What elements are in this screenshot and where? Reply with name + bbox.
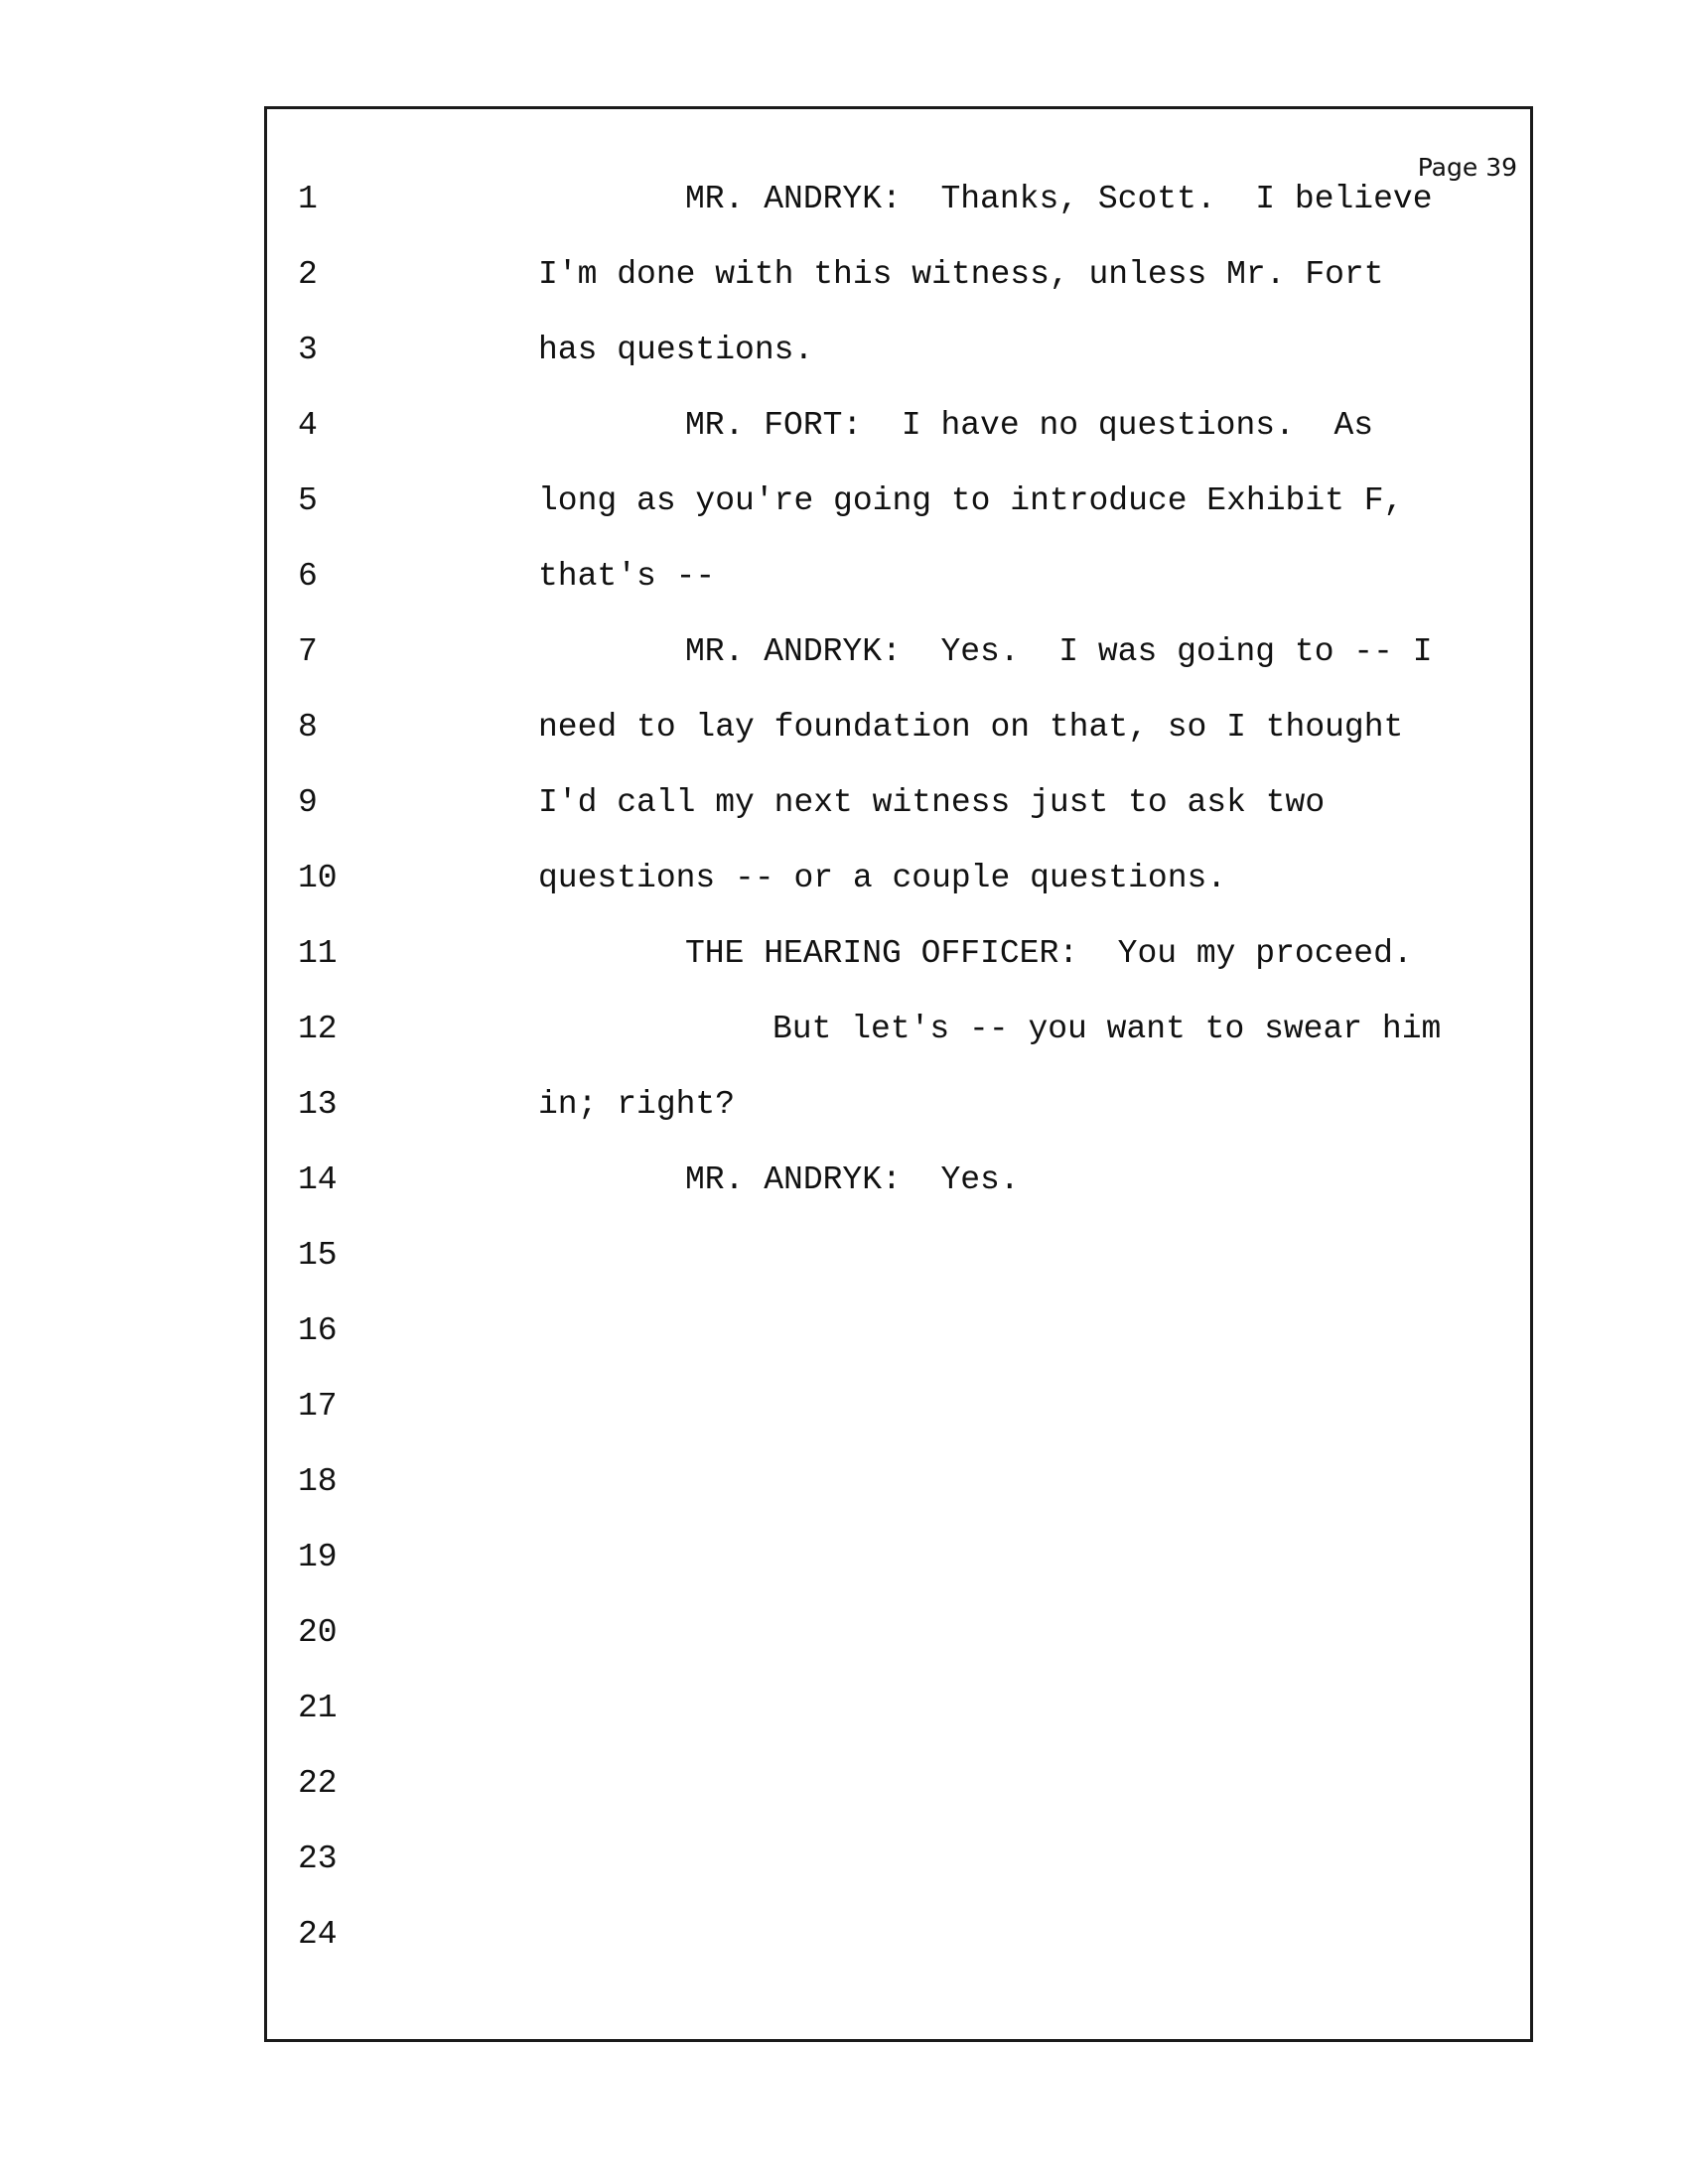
- line-text: I'd call my next witness just to ask two: [538, 784, 1326, 821]
- transcript-line-1: [0, 181, 1684, 230]
- line-number: 9: [298, 784, 318, 821]
- transcript-line-3: [0, 332, 1684, 381]
- transcript-line-15: [0, 1237, 1684, 1287]
- line-text: But let's -- you want to swear him: [772, 1011, 1442, 1047]
- line-number: 7: [298, 633, 318, 670]
- transcript-line-17: [0, 1388, 1684, 1437]
- transcript-line-21: [0, 1690, 1684, 1739]
- line-number: 6: [298, 558, 318, 595]
- line-number: 21: [298, 1690, 338, 1726]
- line-text: in; right?: [538, 1086, 736, 1123]
- line-number: 5: [298, 482, 318, 519]
- transcript-line-6: [0, 558, 1684, 608]
- transcript-line-8: [0, 709, 1684, 758]
- transcript-line-9: [0, 784, 1684, 834]
- line-text: I'm done with this witness, unless Mr. Fort: [538, 256, 1384, 293]
- line-number: 8: [298, 709, 318, 746]
- line-number: 24: [298, 1916, 338, 1953]
- line-text: questions -- or a couple questions.: [538, 860, 1227, 896]
- line-text: MR. ANDRYK: Yes. I was going to -- I: [685, 633, 1433, 670]
- line-text: need to lay foundation on that, so I thought: [538, 709, 1404, 746]
- line-number: 23: [298, 1841, 338, 1877]
- line-number: 20: [298, 1614, 338, 1651]
- line-number: 19: [298, 1539, 338, 1575]
- line-number: 3: [298, 332, 318, 368]
- transcript-line-14: [0, 1161, 1684, 1211]
- line-number: 22: [298, 1765, 338, 1802]
- transcript-line-22: [0, 1765, 1684, 1815]
- line-text: has questions.: [538, 332, 814, 368]
- line-number: 12: [298, 1011, 338, 1047]
- transcript-line-16: [0, 1312, 1684, 1362]
- line-text: MR. ANDRYK: Thanks, Scott. I believe: [685, 181, 1433, 217]
- page-border: [264, 106, 1533, 2042]
- line-text: that's --: [538, 558, 716, 595]
- transcript-line-13: [0, 1086, 1684, 1136]
- transcript-line-12: [0, 1011, 1684, 1060]
- line-text: THE HEARING OFFICER: You my proceed.: [685, 935, 1413, 972]
- line-number: 11: [298, 935, 338, 972]
- line-text: long as you're going to introduce Exhibit F,: [538, 482, 1404, 519]
- transcript-line-23: [0, 1841, 1684, 1890]
- transcript-line-4: [0, 407, 1684, 457]
- line-number: 17: [298, 1388, 338, 1425]
- line-number: 13: [298, 1086, 338, 1123]
- transcript-line-7: [0, 633, 1684, 683]
- transcript-line-18: [0, 1463, 1684, 1513]
- line-number: 1: [298, 181, 318, 217]
- line-number: 2: [298, 256, 318, 293]
- line-number: 15: [298, 1237, 338, 1274]
- transcript-line-2: [0, 256, 1684, 306]
- line-text: MR. FORT: I have no questions. As: [685, 407, 1374, 444]
- line-number: 10: [298, 860, 338, 896]
- transcript-line-20: [0, 1614, 1684, 1664]
- page-number: Page 39: [1417, 153, 1517, 182]
- transcript-line-19: [0, 1539, 1684, 1588]
- transcript-line-10: [0, 860, 1684, 909]
- line-text: MR. ANDRYK: Yes.: [685, 1161, 1020, 1198]
- line-number: 14: [298, 1161, 338, 1198]
- line-number: 4: [298, 407, 318, 444]
- line-number: 18: [298, 1463, 338, 1500]
- line-number: 16: [298, 1312, 338, 1349]
- transcript-line-24: [0, 1916, 1684, 1966]
- transcript-line-11: [0, 935, 1684, 985]
- transcript-line-5: [0, 482, 1684, 532]
